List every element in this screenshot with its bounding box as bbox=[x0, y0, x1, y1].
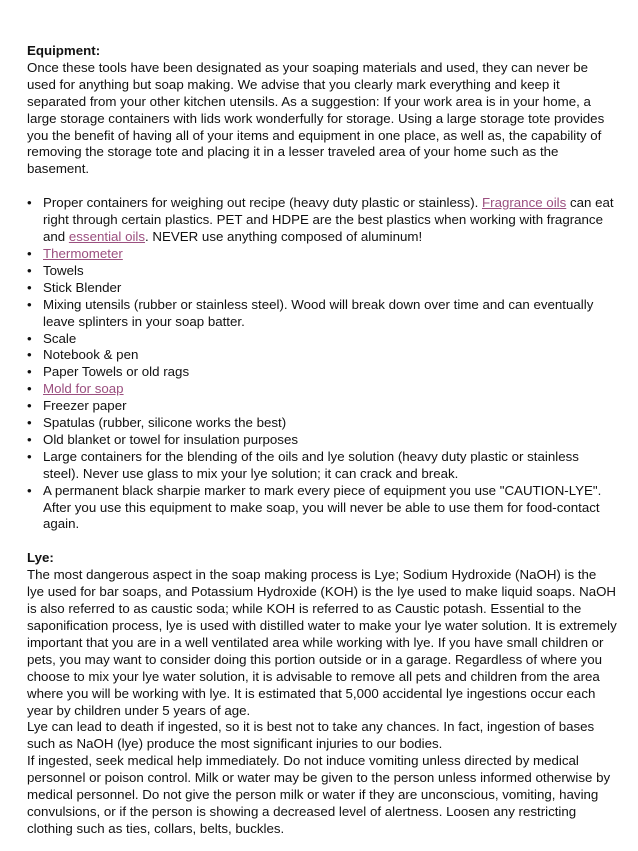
list-item bbox=[27, 364, 617, 381]
bullet-icon: • bbox=[27, 364, 32, 380]
list-item-text: Large containers for the blending of the oils and lye solution (heavy duty plastic or stainless steel). Never use glass to mix your lye solution; it can crack and break. bbox=[43, 448, 579, 481]
fragrance-oils-link[interactable]: Fragrance oils bbox=[482, 195, 567, 211]
essential-oils-link[interactable]: essential oils bbox=[68, 229, 146, 245]
equipment-intro: Once these tools have been designated as your soaping materials and used, they can never be used for anything but soap making. We advise that you clearly mark everything and keep it separated from your other kitchen utensils. As a suggestion: If your work area is in your home, a large storage containers with lids work wonderfully for storage. Using a large storage tote provides you the benefit of having all of your items and equipment in one place, as well as, the capability of removing the storage tote and placing it in a lesser traveled area of your home such as the basement. bbox=[27, 59, 605, 177]
bullet-icon: • bbox=[27, 330, 32, 346]
list-item bbox=[27, 246, 617, 263]
mold-for-soap-link[interactable]: Mold for soap bbox=[43, 381, 124, 397]
bullet-icon: • bbox=[27, 195, 32, 211]
equipment-heading: Equipment: bbox=[27, 43, 101, 58]
list-item bbox=[27, 483, 617, 534]
bullet-icon: • bbox=[27, 381, 32, 397]
bullet-icon: • bbox=[27, 398, 32, 414]
list-item-text: Notebook & pen bbox=[43, 347, 139, 363]
list-item bbox=[27, 432, 617, 449]
list-item bbox=[27, 398, 617, 415]
list-item-text: . NEVER use anything composed of aluminum! bbox=[145, 229, 423, 245]
lye-heading: Lye: bbox=[27, 550, 54, 566]
equipment-list bbox=[27, 195, 617, 533]
bullet-icon: • bbox=[27, 431, 32, 447]
bullet-icon: • bbox=[27, 245, 32, 261]
list-item-text: Paper Towels or old rags bbox=[43, 364, 190, 380]
list-item-text: Scale bbox=[43, 330, 77, 346]
list-item-text: can eat right through certain plastics. PET and HDPE are the best plastics when working with fragrance and bbox=[43, 195, 614, 245]
thermometer-link[interactable]: Thermometer bbox=[43, 245, 123, 261]
list-item-text: Freezer paper bbox=[43, 398, 127, 414]
list-item-text: Spatulas (rubber, silicone works the best) bbox=[43, 415, 287, 431]
lye-paragraph: The most dangerous aspect in the soap making process is Lye; Sodium Hydroxide (NaOH) is the lye used for bar soaps, and Potassium Hydroxide (KOH) is the lye used to make liquid soaps. NaOH is also referred to as caustic soda; while KOH is referred to as Caustic potash. Essential to the saponification process, lye is used with distilled water to make your lye water solution. It is extremely important that you are in a well ventilated area while working with lye. If you have small children or pets, you may want to consider doing this portion outside or in a garage. Regardless of where you choose to mix your lye water solution, it is advisable to remove all pets and children from the area where you will be working with lye. It is estimated that 5,000 accidental lye ingestions occur each year by children under 5 years of age. bbox=[27, 567, 617, 718]
lye-paragraph: If ingested, seek medical help immediately. Do not induce vomiting unless directed by medical personnel or poison control. Milk or water may be given to the person unless informed otherwise by medical personnel. Do not give the person milk or water if they are unconscious, vomiting, having convulsions, or if the person is showing a decreased level of alertness. Loosen any restricting clothing such as ties, collars, belts, buckles. bbox=[27, 753, 611, 836]
bullet-icon: • bbox=[27, 296, 32, 312]
list-item bbox=[27, 297, 617, 331]
list-item bbox=[27, 347, 617, 364]
list-item bbox=[27, 415, 617, 432]
list-item-text: Proper containers for weighing out recipe (heavy duty plastic or stainless). bbox=[43, 195, 483, 211]
list-item bbox=[27, 280, 617, 297]
list-item bbox=[27, 381, 617, 398]
lye-paragraph: Lye can lead to death if ingested, so it is best not to take any chances. In fact, ingestion of bases such as NaOH (lye) produce the most significant injuries to our bodies. bbox=[27, 719, 595, 752]
list-item-text: Old blanket or towel for insulation purposes bbox=[43, 431, 298, 447]
list-item-text: Stick Blender bbox=[43, 279, 122, 295]
list-item bbox=[27, 195, 617, 246]
bullet-icon: • bbox=[27, 262, 32, 278]
bullet-icon: • bbox=[27, 415, 32, 431]
bullet-icon: • bbox=[27, 279, 32, 295]
document-page bbox=[27, 43, 617, 838]
list-item-text: Towels bbox=[43, 262, 84, 278]
list-item bbox=[27, 331, 617, 348]
bullet-icon: • bbox=[27, 482, 32, 498]
list-item bbox=[27, 263, 617, 280]
bullet-icon: • bbox=[27, 347, 32, 363]
list-item bbox=[27, 449, 617, 483]
list-item-text: A permanent black sharpie marker to mark every piece of equipment you use "CAUTION-LYE". After you use this equipment to make soap, you will never be able to use them for food-contact again. bbox=[43, 482, 602, 532]
list-item-text: Mixing utensils (rubber or stainless steel). Wood will break down over time and can eventually leave splinters in your soap batter. bbox=[43, 296, 594, 329]
bullet-icon: • bbox=[27, 448, 32, 464]
